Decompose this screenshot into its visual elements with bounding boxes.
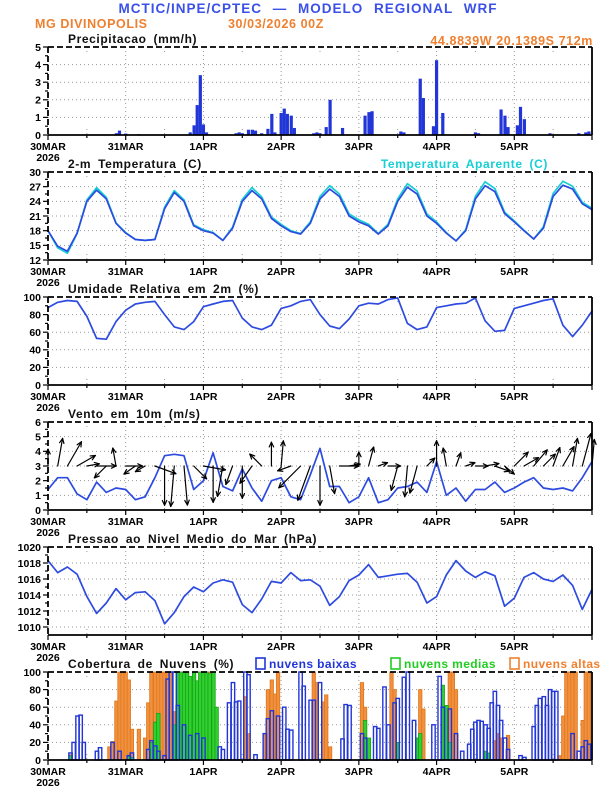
cloud-bar-baixas [82, 742, 85, 760]
cloud-bar-baixas [318, 683, 321, 760]
panel-title-pressure: Pressao ao Nivel Medio do Mar (hPa) [68, 532, 318, 546]
precip-bar [199, 75, 202, 135]
humidity-line [48, 298, 592, 339]
y-tick-label: 21 [29, 210, 41, 223]
x-tick-label: 4APR [422, 266, 451, 278]
y-tick-label: 1010 [17, 621, 41, 634]
y-tick-label: 40 [29, 344, 41, 357]
x-year-label: 2026 [36, 277, 60, 289]
y-tick-label: 15 [29, 240, 41, 253]
cloud-bar-baixas [538, 698, 541, 760]
x-tick-label: 30MAR [30, 391, 66, 403]
temperature-line [48, 181, 592, 253]
x-tick-label: 30MAR [30, 516, 66, 528]
legend-apparent-temperature: Temperatura Aparente (C) [380, 157, 548, 171]
cloud-bar-baixas [577, 751, 580, 760]
x-year-label: 2026 [36, 527, 60, 539]
panel-title-temperature: 2-m Temperatura (C) [68, 157, 202, 171]
station-label: MG DIVINOPOLIS [35, 17, 148, 31]
y-tick-label: 80 [29, 684, 41, 697]
y-tick-label: 3 [35, 77, 41, 89]
precip-bar [325, 127, 328, 135]
precip-bar [363, 116, 366, 135]
x-tick-label: 1APR [189, 766, 218, 778]
cloud-bar-baixas [290, 730, 293, 760]
x-year-label: 2026 [36, 652, 60, 664]
x-tick-label: 4APR [422, 391, 451, 403]
x-tick-label: 3APR [344, 391, 373, 403]
y-tick-label: 1016 [17, 573, 41, 586]
y-tick-label: 20 [29, 737, 41, 750]
x-tick-label: 5APR [500, 266, 529, 278]
y-tick-label: 3 [35, 460, 41, 473]
cloud-bar-baixas [221, 749, 224, 760]
y-tick-label: 12 [29, 254, 41, 267]
x-tick-label: 4APR [422, 766, 451, 778]
y-tick-label: 1 [35, 490, 41, 503]
precip-bar [499, 109, 502, 135]
panel-wind [30, 417, 596, 539]
y-tick-label: 1018 [17, 557, 41, 570]
x-tick-label: 1APR [189, 391, 218, 403]
precip-bar [432, 126, 435, 135]
panel-temperature [29, 167, 592, 289]
y-tick-label: 5 [35, 41, 41, 54]
cloud-bar-baixas [72, 742, 75, 760]
y-tick-label: 100 [23, 291, 41, 304]
precip-bar [370, 111, 373, 135]
y-tick-label: 1012 [17, 605, 41, 618]
cloud-bar-baixas [555, 691, 558, 760]
wind-vector [67, 442, 81, 466]
legend-low-clouds: nuvens baixas [269, 657, 357, 671]
x-tick-label: 5APR [500, 641, 529, 653]
precip-bar [435, 60, 438, 135]
panel-title-humidity: Umidade Relativa em 2m (%) [68, 282, 259, 296]
y-tick-label: 80 [29, 309, 41, 322]
legend-swatch-low-clouds-icon [256, 658, 265, 669]
precip-bar [506, 127, 509, 135]
y-tick-label: 2 [35, 94, 41, 107]
y-tick-label: 60 [29, 327, 41, 339]
header-title: MCTIC/INPE/CPTEC — MODELO REGIONAL WRF [118, 1, 498, 16]
x-tick-label: 3APR [344, 141, 373, 153]
cloud-bar-baixas [227, 703, 230, 760]
precip-bar [202, 124, 205, 135]
precip-bar [419, 79, 422, 135]
y-tick-label: 18 [29, 225, 41, 238]
panel-cloud-cover [23, 667, 592, 789]
x-tick-label: 31MAR [107, 266, 144, 278]
cloud-bar-medias [367, 738, 370, 760]
temperature-content [48, 181, 592, 253]
cloud-bar-baixas [402, 677, 405, 760]
x-year-label: 2026 [36, 152, 60, 164]
cloud-bar-baixas [377, 728, 380, 760]
x-tick-label: 2APR [267, 641, 296, 653]
cloud-bar-baixas [480, 721, 483, 760]
run-datetime: 30/03/2026 00Z [228, 17, 324, 31]
y-tick-label: 4 [35, 446, 41, 459]
wind-vector-head [111, 448, 112, 453]
cloud-bar-baixas [432, 725, 435, 760]
x-tick-label: 3APR [344, 766, 373, 778]
pressure-content [48, 561, 592, 624]
cloud-cover-content [69, 672, 591, 760]
x-tick-label: 4APR [422, 516, 451, 528]
precip-bar [286, 114, 289, 135]
cloud-bar-medias [419, 734, 422, 760]
x-tick-label: 31MAR [107, 641, 144, 653]
x-tick-label: 1APR [189, 641, 218, 653]
precip-bar [266, 129, 269, 135]
panel-title-wind: Vento em 10m (m/s) [68, 407, 201, 421]
wind-vector-head [335, 489, 336, 494]
cloud-bar-baixas [98, 748, 101, 760]
x-tick-label: 30MAR [30, 266, 66, 278]
precip-bar [280, 113, 283, 135]
wind-vector [250, 454, 262, 466]
panel-precipitation [30, 42, 592, 164]
wind-vector-head [442, 448, 443, 453]
wind-vector [514, 452, 528, 466]
x-tick-label: 1APR [189, 516, 218, 528]
x-tick-label: 4APR [422, 141, 451, 153]
panel-pressure [18, 542, 592, 664]
x-tick-label: 5APR [500, 391, 529, 403]
precip-bar [422, 98, 425, 135]
y-tick-label: 0 [35, 754, 41, 767]
cloud-bar-baixas [237, 701, 240, 760]
y-tick-label: 0 [35, 379, 41, 392]
y-tick-label: 40 [29, 719, 41, 732]
cloud-bar-altas [137, 729, 140, 760]
x-year-label: 2026 [36, 402, 60, 414]
x-tick-label: 3APR [344, 641, 373, 653]
cloud-bar-baixas [348, 705, 351, 760]
x-tick-label: 30MAR [30, 641, 66, 653]
pressure-line [48, 561, 592, 624]
x-tick-label: 5APR [500, 516, 529, 528]
cloud-bar-baixas [383, 687, 386, 760]
x-tick-label: 1APR [189, 266, 218, 278]
x-tick-label: 3APR [344, 516, 373, 528]
y-tick-label: 1 [35, 112, 41, 125]
wind-vector-head [94, 462, 99, 463]
wind-vector-head [187, 500, 189, 505]
x-year-label: 2026 [36, 777, 60, 789]
precip-bar [290, 116, 293, 135]
x-tick-label: 5APR [500, 766, 529, 778]
cloud-bar-baixas [302, 686, 305, 760]
precip-bar [283, 109, 286, 135]
x-tick-label: 31MAR [107, 516, 144, 528]
panel-title-clouds: Cobertura de Nuvens (%) [68, 657, 235, 671]
x-tick-label: 2APR [267, 516, 296, 528]
precip-bar [329, 100, 332, 135]
y-tick-label: 27 [29, 181, 41, 194]
y-tick-label: 1020 [17, 541, 41, 554]
cloud-bar-medias [208, 674, 211, 760]
cloud-bar-altas [328, 747, 331, 760]
temperature-line [48, 185, 592, 251]
y-tick-label: 0 [35, 504, 41, 517]
cloud-bar-baixas [406, 672, 409, 760]
wind-vector [194, 466, 207, 479]
x-tick-label: 4APR [422, 641, 451, 653]
location-coordinates: 44.8839W 20.1389S 712m [430, 34, 593, 48]
cloud-bar-baixas [461, 751, 464, 760]
y-tick-label: 1014 [17, 589, 41, 602]
x-tick-label: 2APR [267, 266, 296, 278]
wind-vector [184, 466, 187, 505]
precip-bar [193, 125, 196, 135]
x-tick-label: 31MAR [107, 141, 144, 153]
cloud-bar-baixas [412, 720, 415, 760]
precip-bar [341, 128, 344, 135]
y-tick-label: 20 [29, 362, 41, 375]
precip-bar [519, 107, 522, 135]
precip-bar [367, 112, 370, 135]
x-tick-label: 2APR [267, 391, 296, 403]
precip-bar [441, 113, 444, 135]
y-tick-label: 24 [29, 196, 41, 209]
x-tick-label: 31MAR [107, 391, 144, 403]
y-tick-label: 6 [35, 416, 41, 429]
y-tick-label: 5 [35, 431, 41, 444]
y-tick-label: 2 [35, 475, 41, 488]
x-tick-label: 5APR [500, 141, 529, 153]
precipitation-content [115, 60, 591, 135]
precip-bar [270, 114, 273, 135]
legend-high-clouds: nuvens altas [523, 657, 601, 671]
x-tick-label: 2APR [267, 141, 296, 153]
y-tick-label: 4 [35, 59, 41, 72]
wind-vector-head [494, 462, 499, 463]
x-tick-label: 2APR [267, 766, 296, 778]
wind-vector [524, 458, 539, 466]
x-tick-label: 3APR [344, 266, 373, 278]
x-tick-label: 30MAR [30, 766, 66, 778]
legend-swatch-high-clouds-icon [510, 658, 519, 669]
panel-title-precipitation: Precipitacao (mm/h) [68, 32, 198, 46]
x-tick-label: 31MAR [107, 766, 144, 778]
y-tick-label: 30 [29, 166, 41, 179]
x-tick-label: 30MAR [30, 141, 66, 153]
precip-bar [293, 128, 296, 135]
cloud-bar-baixas [344, 705, 347, 760]
y-tick-label: 0 [35, 129, 41, 142]
y-tick-label: 100 [23, 666, 41, 679]
humidity-content [48, 298, 592, 339]
wind-vector [94, 466, 106, 478]
legend-mid-clouds: nuvens medias [404, 657, 496, 671]
legend-swatch-mid-clouds-icon [391, 658, 400, 669]
wind-vector [563, 447, 574, 466]
y-tick-label: 60 [29, 702, 41, 714]
panel-humidity [23, 292, 592, 414]
x-tick-label: 1APR [189, 141, 218, 153]
cloud-bar-altas [325, 695, 328, 760]
cloud-bar-baixas [286, 729, 289, 760]
precip-bar [523, 119, 526, 135]
precip-bar [196, 105, 199, 135]
precip-bar [516, 125, 519, 135]
precip-bar [503, 116, 506, 135]
wind-vector [582, 434, 591, 466]
